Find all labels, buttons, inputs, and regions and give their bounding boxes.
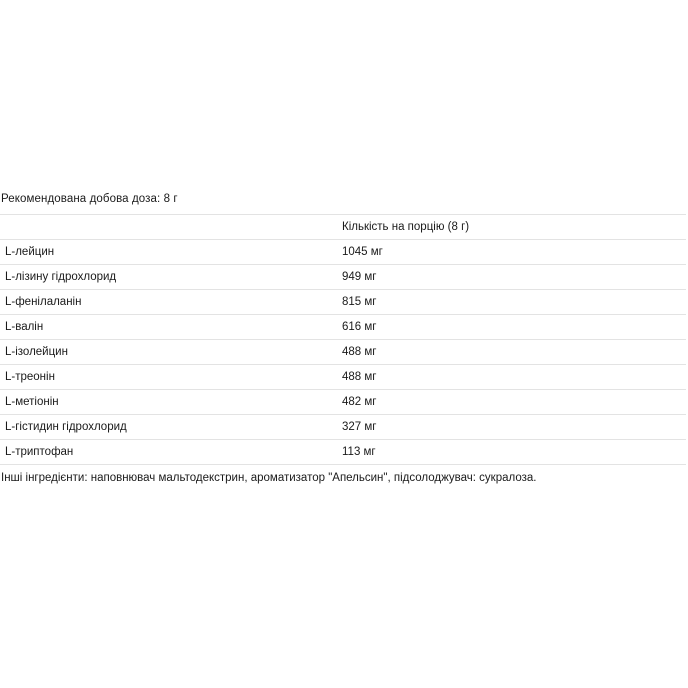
amino-acid-table [0,214,686,465]
ingredient-name: L-фенілаланін [0,290,342,315]
table-row [0,365,686,390]
table-row [0,240,686,265]
ingredient-amount: 616 мг [342,315,686,340]
table-row [0,340,686,365]
other-ingredients: Інші інгредієнти: наповнювач мальтодекстрин, ароматизатор "Апельсин", підсолоджувач: сукралоза. [1,472,537,484]
ingredient-amount: 1045 мг [342,240,686,265]
product-composition [0,186,686,491]
ingredient-amount: 482 мг [342,390,686,415]
table-row [0,290,686,315]
table-row [0,315,686,340]
ingredient-amount: 327 мг [342,415,686,440]
table-row [0,440,686,465]
ingredient-name: L-гістидин гідрохлорид [0,415,342,440]
table-row [0,415,686,440]
table-row [0,265,686,290]
table-header-row [0,215,686,240]
table-row [0,390,686,415]
ingredient-name: L-лейцин [0,240,342,265]
ingredient-amount: 488 мг [342,340,686,365]
ingredient-amount: 815 мг [342,290,686,315]
ingredient-name: L-валін [0,315,342,340]
ingredient-name: L-ізолейцин [0,340,342,365]
ingredient-name: L-метіонін [0,390,342,415]
ingredient-amount: 488 мг [342,365,686,390]
ingredient-name: L-треонін [0,365,342,390]
ingredient-name: L-лізину гідрохлорид [0,265,342,290]
ingredient-amount: 949 мг [342,265,686,290]
ingredient-amount: 113 мг [342,440,686,465]
header-cell-amount: Кількість на порцію (8 г) [342,215,686,240]
recommended-dose: Рекомендована добова доза: 8 г [1,193,178,205]
header-cell-ingredient [0,215,342,240]
ingredient-name: L-триптофан [0,440,342,465]
